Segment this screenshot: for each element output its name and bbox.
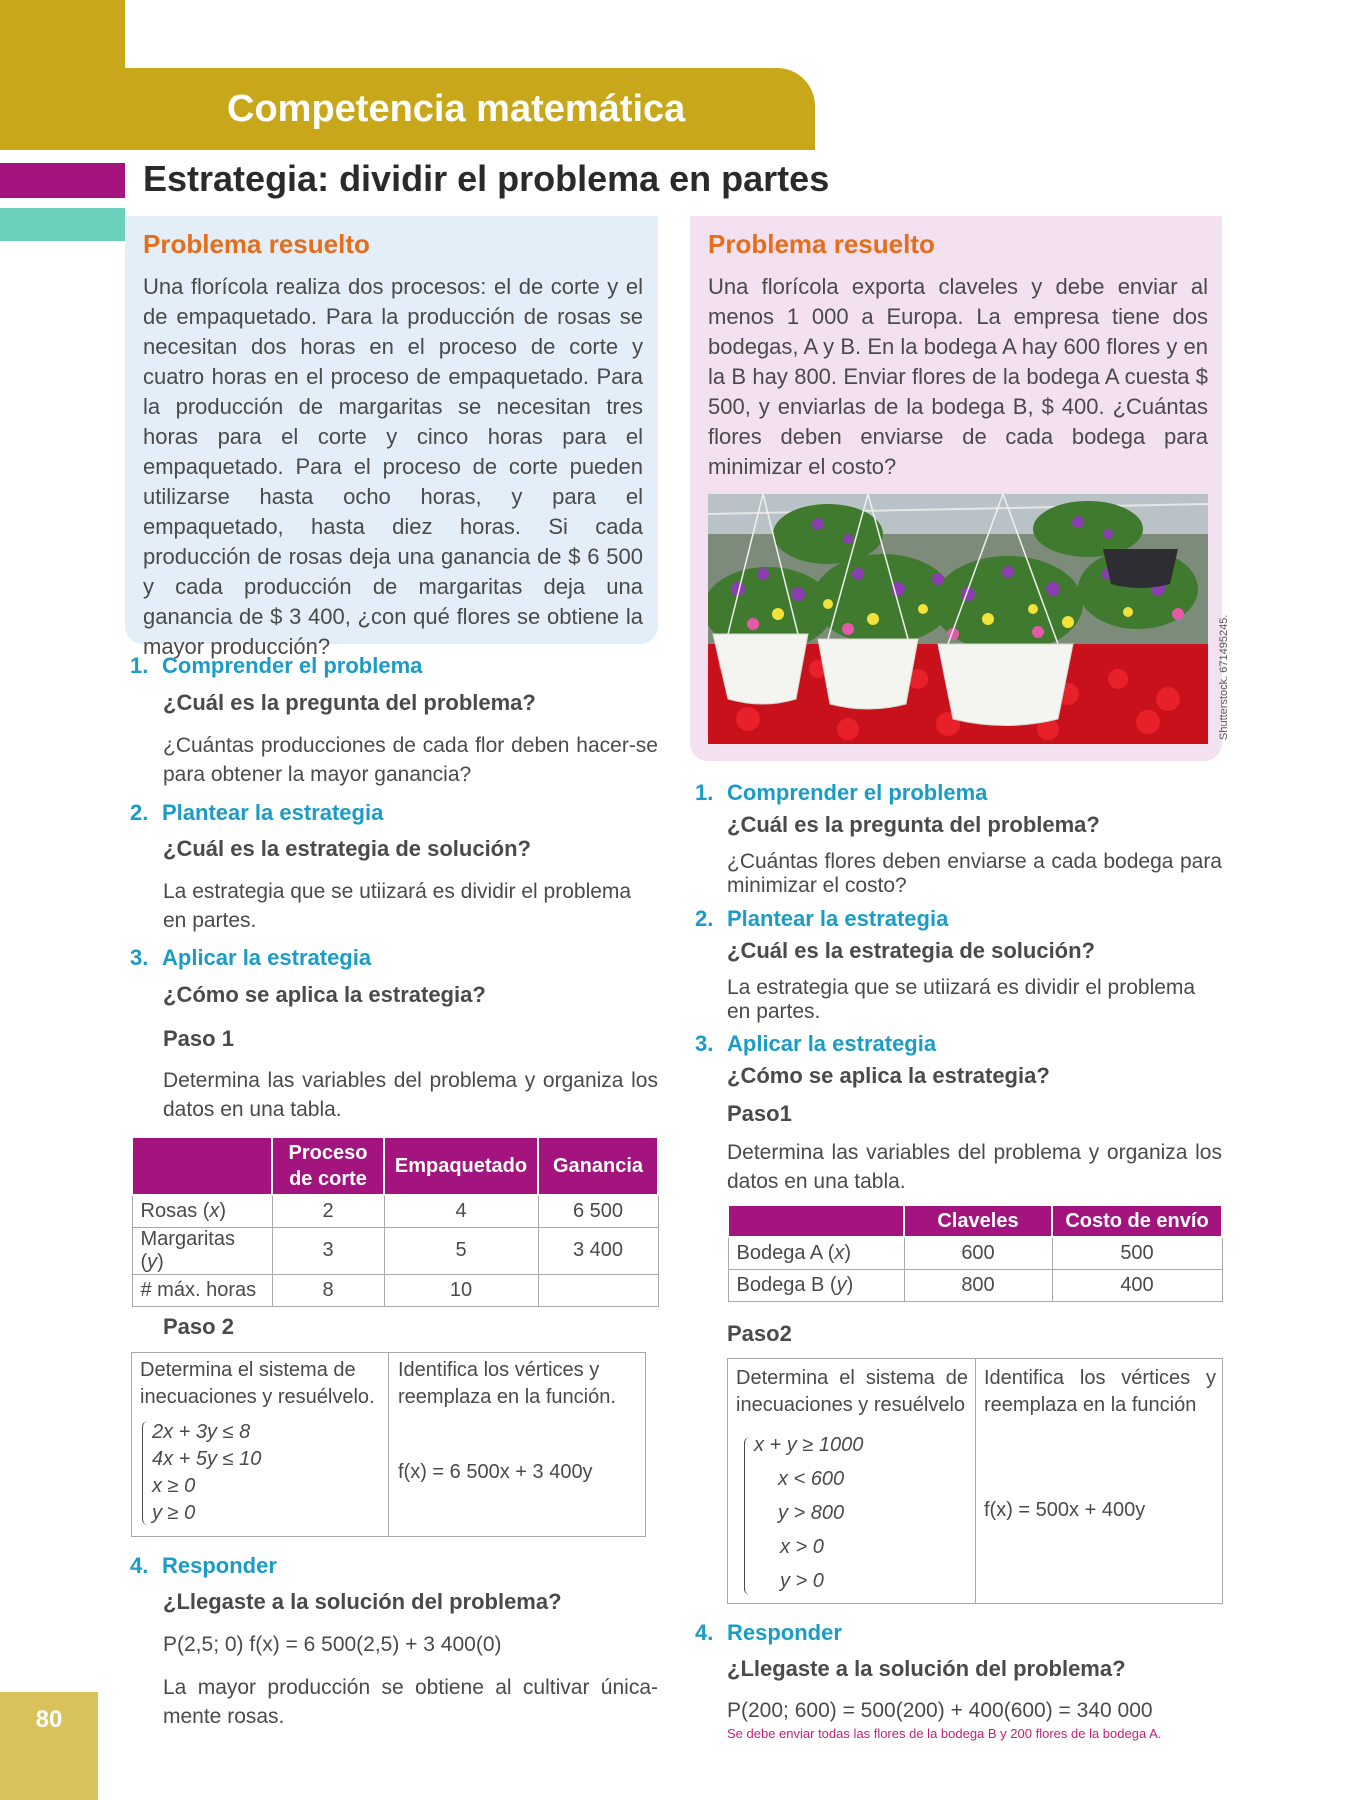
- table-row-label: Bodega A (x): [728, 1237, 904, 1269]
- section-title: Competencia matemática: [227, 88, 686, 130]
- table-cell: 3: [272, 1227, 384, 1274]
- left-margin: [0, 0, 125, 1800]
- inequality: y ≥ 0: [152, 1502, 196, 1524]
- right-system-col2-header: Identifica los vértices y reemplaza en la función: [984, 1367, 1216, 1416]
- inequality: x ≥ 0: [152, 1475, 196, 1497]
- right-box-title: Problema resuelto: [708, 229, 935, 259]
- right-paso-1-label: Paso1: [727, 1101, 792, 1126]
- right-step-2-title: 2. Plantear la estrategia: [695, 906, 949, 931]
- table-header-blank: [728, 1205, 904, 1237]
- right-system-col1-header: Determina el sistema de inecuaciones y resuélvelo: [736, 1367, 968, 1416]
- right-step-4-question: ¿Llegaste a la solución del problema?: [727, 1656, 1126, 1681]
- left-step-3-question: ¿Cómo se aplica la estrategia?: [163, 982, 486, 1007]
- inequality: x > 0: [780, 1536, 824, 1558]
- left-problem-text: Una florícola realiza dos procesos: el de corte y el de empaquetado. Para la producción de rosas se necesitan dos horas en el proceso de corte y cuatro horas en el proceso de empaquetado. Para la producción de margaritas se necesitan tres horas para el corte y cinco horas para el empaquetado. Para el proceso de corte pueden utilizarse hasta ocho horas, y para el empaquetado, hasta diez horas. Si cada producción de rosas deja una ganancia de $ 6 500 y cada producción de margaritas deja una ganancia de $ 3 400, ¿con qué flores se obtiene la mayor producción?: [143, 274, 643, 659]
- hanging-baskets-illustration: [708, 494, 1208, 744]
- left-system-box: [131, 1352, 646, 1537]
- table-cell: 2: [272, 1195, 384, 1227]
- left-data-table: [131, 1136, 659, 1307]
- table-header: Ganancia: [538, 1137, 658, 1195]
- column-divider: [388, 1353, 389, 1536]
- inequality: y > 800: [778, 1502, 845, 1524]
- table-header-blank: [132, 1137, 272, 1195]
- page-number: 80: [35, 1706, 63, 1733]
- left-step-2-title: 2. Plantear la estrategia: [130, 800, 384, 825]
- table-cell: 3 400: [538, 1227, 658, 1274]
- right-paso-2-label: Paso2: [727, 1321, 792, 1346]
- left-paso-1-label: Paso 1: [163, 1026, 234, 1051]
- right-step-2-answer: La estrategia que se utiizará es dividir el problema en partes.: [727, 976, 1196, 1023]
- table-row-label: Bodega B (y): [728, 1269, 904, 1301]
- table-header: Costo de envío: [1052, 1205, 1222, 1237]
- right-step-4-title: 4. Responder: [695, 1620, 842, 1645]
- left-box-title: Problema resuelto: [143, 229, 370, 259]
- left-step-2-answer: La estrategia que se utiizará es dividir el problema en partes.: [163, 880, 632, 932]
- system-brace: [744, 1437, 752, 1595]
- right-step-1-answer: ¿Cuántas flores deben enviarse a cada bodega para minimizar el costo?: [727, 850, 1222, 897]
- table-cell: 600: [904, 1237, 1052, 1269]
- table-row: [132, 1227, 658, 1274]
- inequality: x < 600: [778, 1468, 845, 1490]
- right-paso-1-text: Determina las variables del problema y organiza los datos en una tabla.: [727, 1141, 1222, 1193]
- table-cell: 400: [1052, 1269, 1222, 1301]
- right-system-box: [727, 1358, 1223, 1604]
- left-step-3-title: 3. Aplicar la estrategia: [130, 945, 372, 970]
- left-solution: P(2,5; 0) f(x) = 6 500(2,5) + 3 400(0): [163, 1633, 502, 1656]
- inequality: 2x + 3y ≤ 8: [152, 1421, 251, 1443]
- table-row: [132, 1195, 658, 1227]
- table-cell: 5: [384, 1227, 538, 1274]
- left-conclusion: La mayor producción se obtiene al cultivar única-mente rosas.: [163, 1676, 658, 1728]
- right-step-1-title: 1. Comprender el problema: [695, 780, 988, 805]
- left-paso-2-label: Paso 2: [163, 1314, 234, 1339]
- table-cell: [538, 1274, 658, 1306]
- table-cell: 800: [904, 1269, 1052, 1301]
- left-problem-box: [125, 216, 658, 659]
- right-step-3-title: 3. Aplicar la estrategia: [695, 1031, 937, 1056]
- page-title: Estrategia: dividir el problema en partes: [143, 158, 830, 199]
- system-brace: [142, 1421, 150, 1525]
- left-step-1-answer: ¿Cuántas producciones de cada flor deben hacer-se para obtener la mayor ganancia?: [163, 734, 658, 786]
- right-step-3-question: ¿Cómo se aplica la estrategia?: [727, 1063, 1050, 1088]
- table-row-label: # máx. horas: [132, 1274, 272, 1306]
- table-cell: 500: [1052, 1237, 1222, 1269]
- right-solution: P(200; 600) = 500(200) + 400(600) = 340 000: [727, 1699, 1153, 1722]
- table-row-label: Rosas (x): [132, 1195, 272, 1227]
- left-system-col2-header: Identifica los vértices y reemplaza en la función.: [398, 1359, 616, 1408]
- table-row: [728, 1269, 1222, 1301]
- table-header: Proceso de corte: [272, 1137, 384, 1195]
- table-cell: 4: [384, 1195, 538, 1227]
- section-header: [125, 68, 815, 150]
- margin-band-magenta: [0, 163, 125, 198]
- table-row: [132, 1274, 658, 1306]
- left-system-col1-header: Determina el sistema de inecuaciones y resuélvelo.: [140, 1359, 375, 1408]
- objective-function: f(x) = 500x + 400y: [984, 1499, 1146, 1521]
- inequality: 4x + 5y ≤ 10: [152, 1448, 262, 1470]
- right-step-1-question: ¿Cuál es la pregunta del problema?: [727, 812, 1100, 837]
- table-row: [728, 1237, 1222, 1269]
- left-step-2-question: ¿Cuál es la estrategia de solución?: [163, 836, 531, 861]
- right-problem-text: Una florícola exporta claveles y debe enviar al menos 1 000 a Europa. La empresa tiene dos bodegas, A y B. En la bodega A hay 600 flores y en la B hay 800. Enviar flores de la bodega A cuesta $ 500, y enviarlas de la bodega B, $ 400. ¿Cuántas flores deben enviarse de cada bodega para minimizar el costo?: [708, 274, 1208, 479]
- table-header: Empaquetado: [384, 1137, 538, 1195]
- table-header: Claveles: [904, 1205, 1052, 1237]
- right-note: Se debe enviar todas las flores de la bodega B y 200 flores de la bodega A.: [727, 1726, 1162, 1741]
- flowers-photo: [708, 494, 1208, 744]
- margin-band-teal: [0, 208, 125, 241]
- left-step-1-title: 1. Comprender el problema: [130, 653, 423, 678]
- inequality: x + y ≥ 1000: [754, 1434, 864, 1456]
- column-divider: [975, 1359, 976, 1603]
- left-step-4-question: ¿Llegaste a la solución del problema?: [163, 1589, 562, 1614]
- table-cell: 8: [272, 1274, 384, 1306]
- margin-band-gold: [0, 0, 125, 150]
- left-paso-1-text: Determina las variables del problema y organiza los datos en una tabla.: [163, 1069, 658, 1121]
- table-row-label: Margaritas (y): [132, 1227, 272, 1274]
- left-step-4-title: 4. Responder: [130, 1553, 277, 1578]
- left-step-1-question: ¿Cuál es la pregunta del problema?: [163, 690, 536, 715]
- inequality: y > 0: [780, 1570, 824, 1592]
- objective-function: f(x) = 6 500x + 3 400y: [398, 1461, 593, 1483]
- right-step-2-question: ¿Cuál es la estrategia de solución?: [727, 938, 1095, 963]
- right-data-table: [727, 1204, 1223, 1302]
- table-cell: 6 500: [538, 1195, 658, 1227]
- photo-credit: Shutterstock. 671495245.: [1218, 614, 1230, 740]
- table-cell: 10: [384, 1274, 538, 1306]
